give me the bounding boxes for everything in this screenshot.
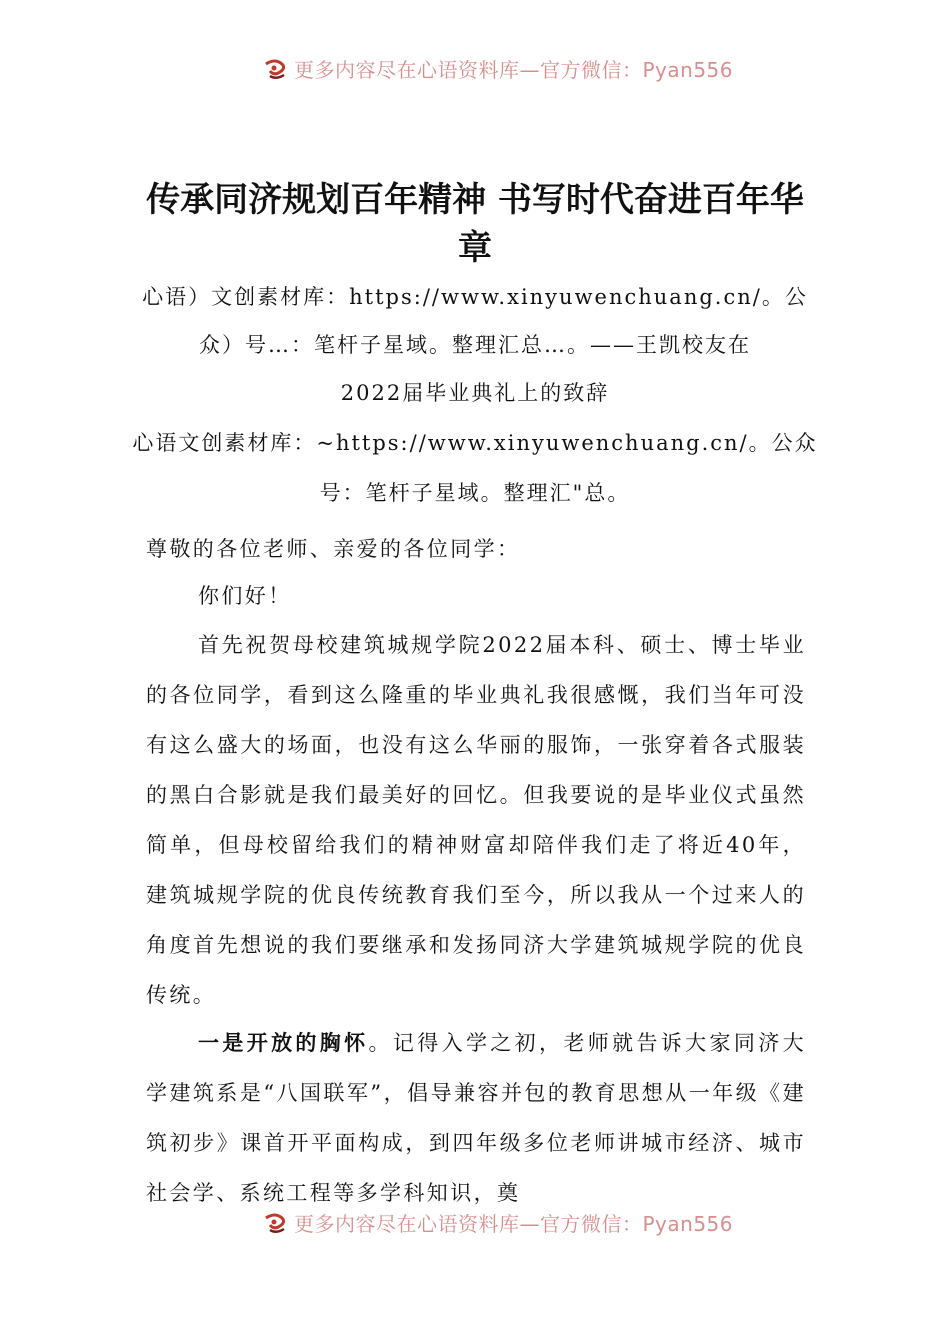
header-watermark xyxy=(0,52,950,84)
subtitle-line-5: 号：笔杆子星域。整理汇"总。 xyxy=(319,481,631,505)
paragraph-2-rest: 。记得入学之初，老师就告诉大家同济大学建筑系是“八国联军”，倡导兼容并包的教育思想从一年级《建筑初步》课首开平面构成，到四年级多位老师讲城市经济、城市社会学、系统工程等多学科知识，奠 xyxy=(146,1031,806,1205)
red-swirl-logo-icon xyxy=(262,1210,288,1236)
document-title: 传承同济规划百年精神 书写时代奋进百年华章 xyxy=(146,180,804,268)
footer-watermark xyxy=(0,1206,950,1238)
watermark-text: 更多内容尽在心语资料库—官方微信：Pyan556 xyxy=(294,58,734,82)
subtitle-line-3: 2022届毕业典礼上的致辞 xyxy=(340,381,610,405)
red-swirl-logo-icon xyxy=(262,56,288,82)
subtitle-line-2: 众）号…：笔杆子星域。整理汇总…。——王凯校友在 xyxy=(199,333,751,357)
watermark-text: 更多内容尽在心语资料库—官方微信：Pyan556 xyxy=(294,1212,734,1236)
paragraph-2 xyxy=(146,1018,806,1218)
greeting: 你们好！ xyxy=(198,584,292,608)
salutation: 尊敬的各位老师、亲爱的各位同学： xyxy=(146,537,521,561)
paragraph-2-lead: 一是开放的胸怀 xyxy=(198,1031,369,1055)
paragraph-1: 首先祝贺母校建筑城规学院2022届本科、硕士、博士毕业的各位同学，看到这么隆重的毕业典礼我很感慨，我们当年可没有这么盛大的场面，也没有这么华丽的服饰，一张穿着各式服装的黑白合影就是我们最美好的回忆。但我要说的是毕业仪式虽然简单，但母校留给我们的精神财富却陪伴我们走了将近40年，建筑城规学院的优良传统教育我们至今，所以我从一个过来人的角度首先想说的我们要继承和发扬同济大学建筑城规学院的优良传统。 xyxy=(146,633,806,1007)
subtitle-line-1: 心语）文创素材库：https://www.xinyuwenchuang.cn/。公 xyxy=(142,285,808,309)
subtitle-line-4: 心语文创素材库：~https://www.xinyuwenchuang.cn/。公众 xyxy=(132,431,818,455)
